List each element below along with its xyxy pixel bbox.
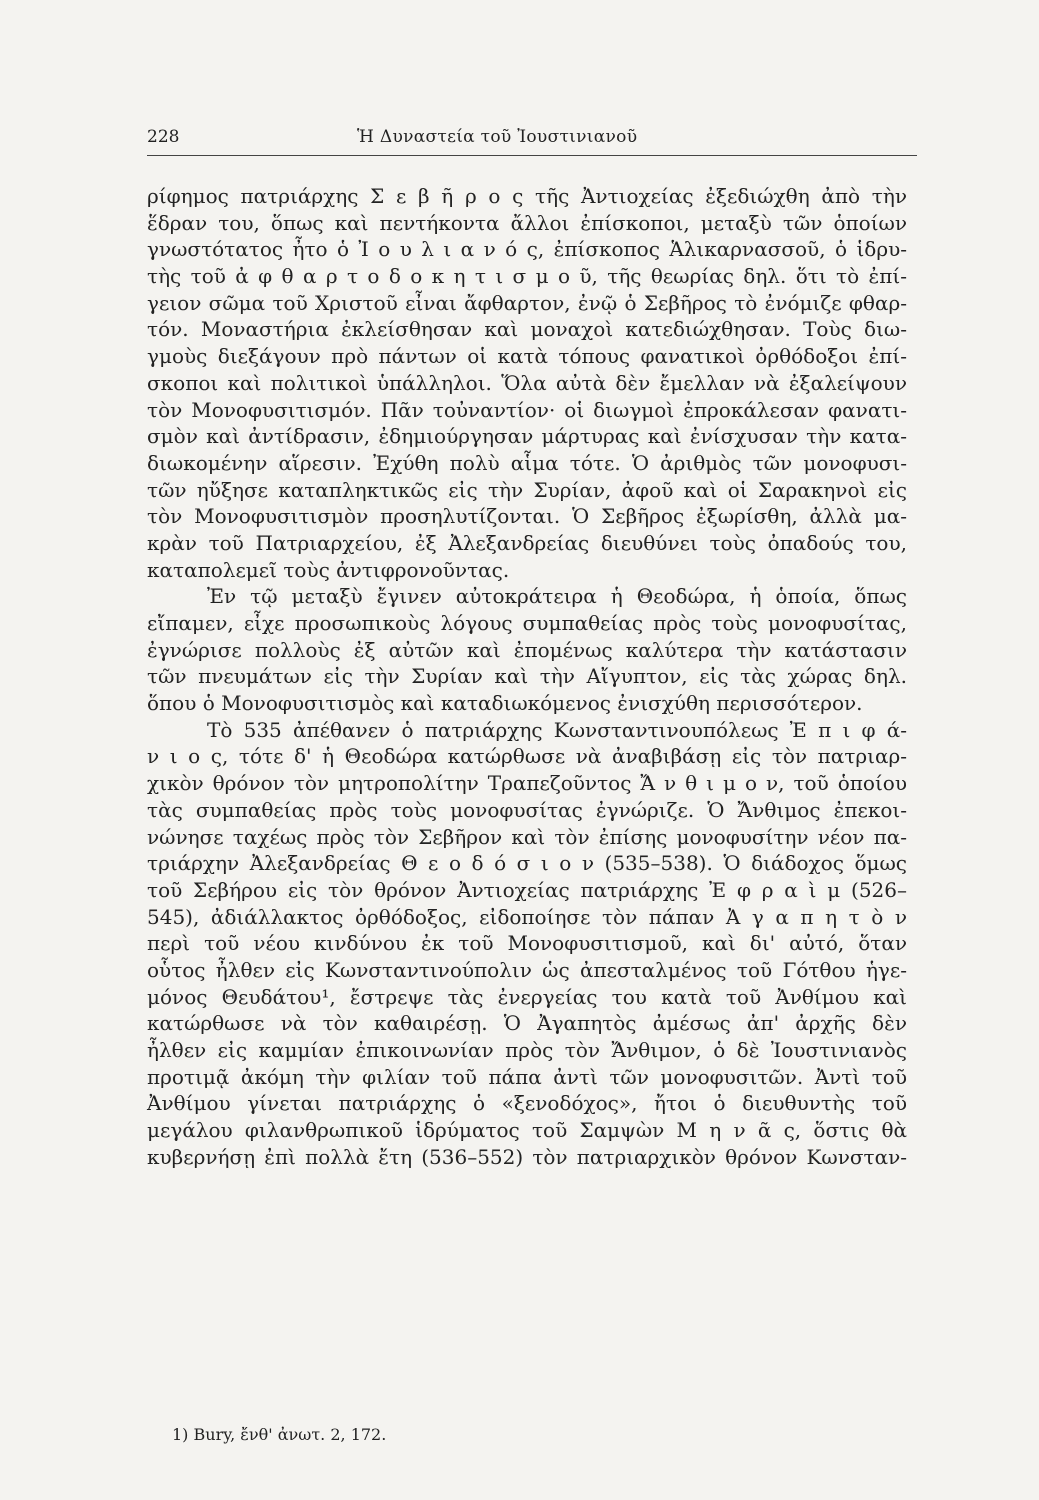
text-line: γειον σῶμα τοῦ Χριστοῦ εἶναι ἄφθαρτον, ἐνῷ ὁ Σεβῆρος τὸ ἐνόμιζε φθαρ- [147, 290, 907, 315]
text-line: οὗτος ἦλθεν εἰς Κωνσταντινούπολιν ὡς ἀπεσταλμένος τοῦ Γότθου ἡγε- [147, 957, 907, 982]
text-line: τριάρχην Ἀλεξανδρείας Θ ε ο δ ό σ ι ο ν (535–538). Ὁ διάδοχος ὅμως [147, 851, 907, 876]
text-line: τόν. Μοναστήρια ἐκλείσθησαν καὶ μοναχοὶ κατεδιώχθησαν. Τοὺς διω- [147, 317, 907, 342]
text-line: κρὰν τοῦ Πατριαρχείου, ἐξ Ἀλεξανδρείας διευθύνει τοὺς ὀπαδούς του, [147, 530, 907, 555]
text-line: ὅπου ὁ Μονοφυσιτισμὸς καὶ καταδιωκόμενος ἐνισχύθη περισσότερον. [147, 691, 863, 716]
text-line: τὸν Μονοφυσιτισμὸν προσηλυτίζονται. Ὁ Σεβῆρος ἐξωρίσθη, ἀλλὰ μα- [147, 504, 907, 529]
text-line: περὶ τοῦ νέου κινδύνου ἐκ τοῦ Μονοφυσιτισμοῦ, καὶ δι' αὐτό, ὅταν [147, 931, 907, 956]
text-line: κατώρθωσε νὰ τὸν καθαιρέσῃ. Ὁ Ἀγαπητὸς ἀμέσως ἀπ' ἀρχῆς δὲν [147, 1011, 907, 1036]
text-line: μεγάλου φιλανθρωπικοῦ ἱδρύματος τοῦ Σαμψὼν Μ η ν ᾶ ς, ὅστις θὰ [147, 1118, 907, 1143]
text-line: τοῦ Σεβήρου εἰς τὸν θρόνον Ἀντιοχείας πατριάρχης Ἐ φ ρ α ὶ μ (526– [147, 877, 907, 902]
text-line: χικὸν θρόνον τὸν μητροπολίτην Τραπεζοῦντος Ἄ ν θ ι μ ο ν, τοῦ ὁποίου [147, 771, 907, 796]
text-line: γνωστότατος ἦτο ὁ Ἰ ο υ λ ι α ν ό ς, ἐπίσκοπος Ἁλικαρνασσοῦ, ὁ ἱδρυ- [147, 237, 907, 262]
text-line: μόνος Θευδάτου¹, ἔστρεψε τὰς ἐνεργείας του κατὰ τοῦ Ἀνθίμου καὶ [147, 984, 907, 1009]
text-line: σκοποι καὶ πολιτικοὶ ὑπάλληλοι. Ὅλα αὐτὰ δὲν ἔμελλαν νὰ ἐξαλείψουν [147, 370, 907, 395]
text-line: σμὸν καὶ ἀντίδρασιν, ἐδημιούργησαν μάρτυρας καὶ ἐνίσχυσαν τὴν κατα- [147, 424, 907, 449]
text-line: ρίφημος πατριάρχης Σ ε β ῆ ρ ο ς τῆς Ἀντιοχείας ἐξεδιώχθη ἀπὸ τὴν [147, 184, 907, 208]
text-line: ἕδραν του, ὅπως καὶ πεντήκοντα ἄλλοι ἐπίσκοποι, μεταξὺ τῶν ὁποίων [147, 210, 907, 235]
text-line: εἴπαμεν, εἶχε προσωπικοὺς λόγους συμπαθείας πρὸς τοὺς μονοφυσίτας, [147, 611, 907, 635]
text-line: ἐγνώρισε πολλοὺς ἐξ αὐτῶν καὶ ἐπομένως καλύτερα τὴν κατάστασιν [147, 637, 907, 662]
page-header [147, 125, 917, 156]
text-line: τὴς τοῦ ἀ φ θ α ρ τ ο δ ο κ η τ ι σ μ ο ῦ, τῆς θεωρίας δηλ. ὅτι τὸ ἐπί- [147, 264, 907, 289]
text-line: τῶν πνευμάτων εἰς τὴν Συρίαν καὶ τὴν Αἴγυπτον, εἰς τὰς χώρας δηλ. [147, 664, 907, 689]
text-line: νώνησε ταχέως πρὸς τὸν Σεβῆρον καὶ τὸν ἐπίσης μονοφυσίτην νέον πα- [147, 824, 907, 849]
text-line: 545), ἀδιάλλακτος ὀρθόδοξος, εἰδοποίησε τὸν πάπαν Ἀ γ α π η τ ὸ ν [147, 904, 907, 929]
text-line: διωκομένην αἵρεσιν. Ἐχύθη πολὺ αἷμα τότε. Ὁ ἀριθμὸς τῶν μονοφυσι- [147, 450, 907, 475]
text-line: κυβερνήσῃ ἐπὶ πολλὰ ἔτη (536–552) τὸν πατριαρχικὸν θρόνον Κωνσταν- [147, 1144, 907, 1169]
footnote: 1) Bury, ἔνθ' ἀνωτ. 2, 172. [172, 1425, 387, 1444]
body-text [147, 183, 907, 1170]
text-line: καταπολεμεῖ τοὺς ἀντιφρονοῦντας. [147, 557, 510, 582]
text-line: Ἐν τῷ μεταξὺ ἔγινεν αὐτοκράτειρα ἡ Θεοδώρα, ἡ ὁποία, ὅπως [207, 584, 907, 609]
text-line: Τὸ 535 ἀπέθανεν ὁ πατριάρχης Κωνσταντινουπόλεως Ἐ π ι φ ά- [207, 717, 907, 742]
page-number: 228 [147, 127, 180, 147]
text-line: Ἀνθίμου γίνεται πατριάρχης ὁ «ξενοδόχος», ἤτοι ὁ διευθυντὴς τοῦ [147, 1091, 907, 1116]
text-line: τῶν ηὔξησε καταπληκτικῶς εἰς τὴν Συρίαν, ἀφοῦ καὶ οἱ Σαρακηνοὶ εἰς [147, 477, 907, 502]
running-title: Ἡ Δυναστεία τοῦ Ἰουστινιανοῦ [357, 127, 638, 147]
text-line: ἦλθεν εἰς καμμίαν ἐπικοινωνίαν πρὸς τὸν Ἄνθιμον, ὁ δὲ Ἰουστινιανὸς [147, 1038, 907, 1062]
text-line: τὸν Μονοφυσιτισμόν. Πᾶν τοὐναντίον· οἱ διωγμοὶ ἐπροκάλεσαν φανατι- [147, 397, 907, 422]
text-line: προτιμᾷ ἀκόμη τὴν φιλίαν τοῦ πάπα ἀντὶ τῶν μονοφυσιτῶν. Ἀντὶ τοῦ [147, 1064, 907, 1089]
text-line: τὰς συμπαθείας πρὸς τοὺς μονοφυσίτας ἐγνώριζε. Ὁ Ἄνθιμος ἐπεκοι- [147, 797, 907, 822]
text-line: γμοὺς διεξάγουν πρὸ πάντων οἱ κατὰ τόπους φανατικοὶ ὀρθόδοξοι ἐπί- [147, 344, 907, 369]
text-line: ν ι ο ς, τότε δ' ἡ Θεοδώρα κατώρθωσε νὰ ἀναβιβάσῃ εἰς τὸν πατριαρ- [147, 744, 907, 769]
